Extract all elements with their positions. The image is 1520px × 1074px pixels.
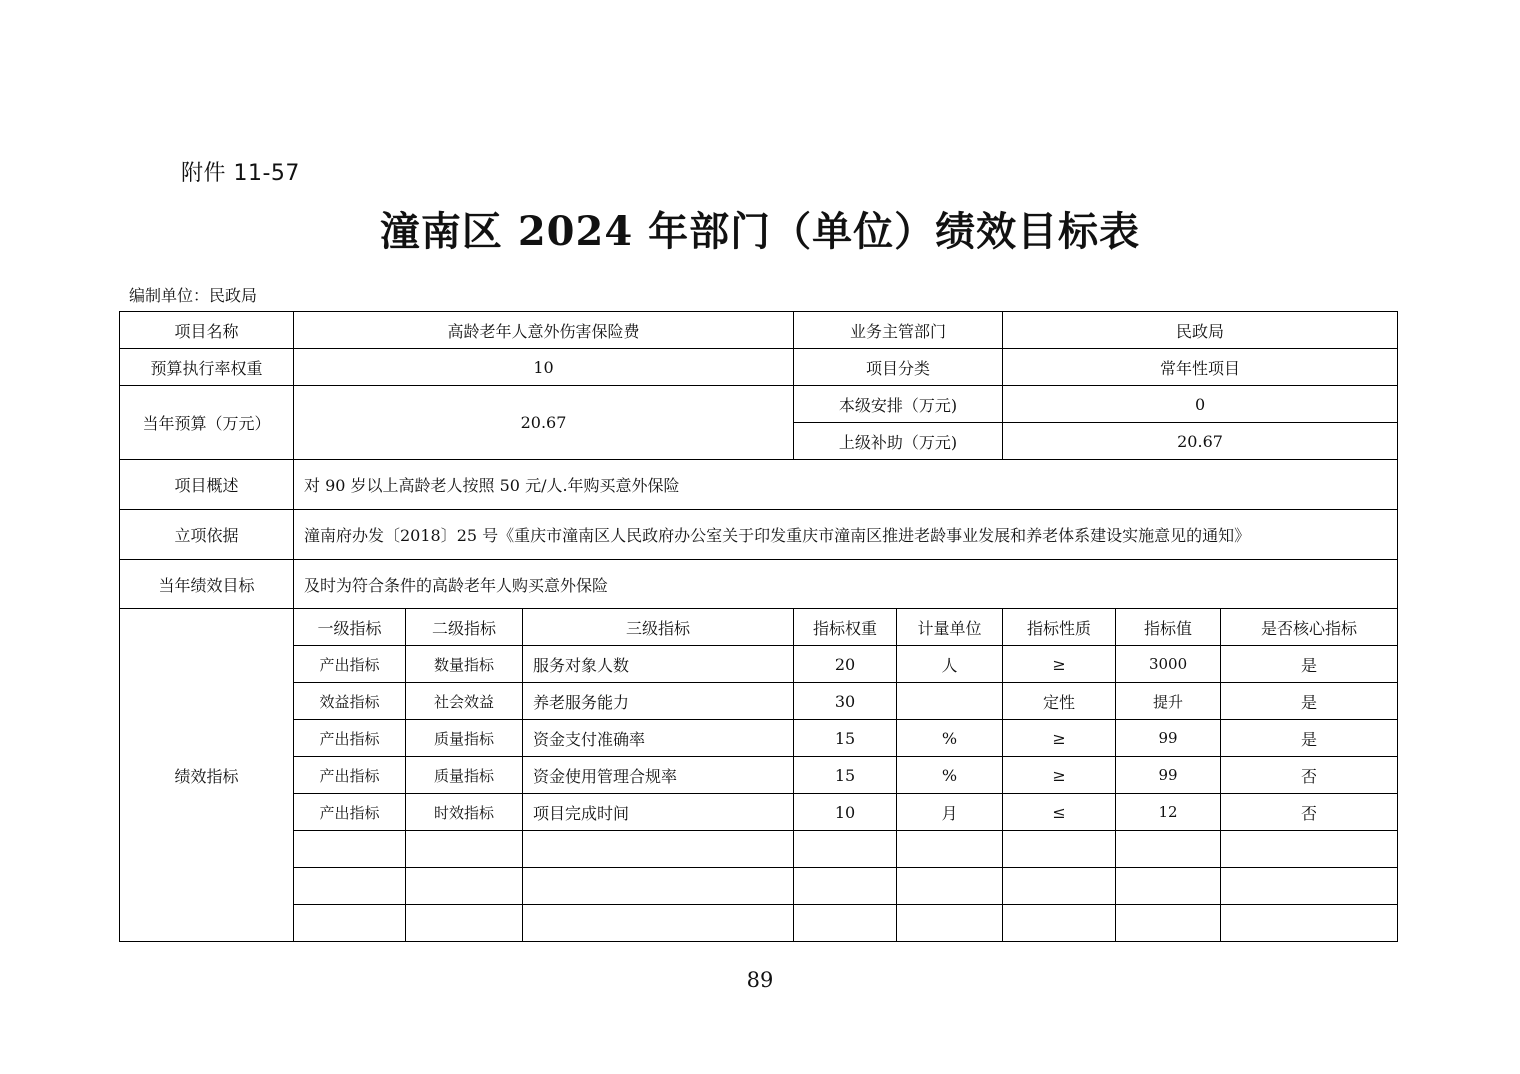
indicator-header: 三级指标 (523, 609, 794, 646)
indicator-cell: 3000 (1116, 646, 1221, 683)
label-project-name: 项目名称 (120, 312, 294, 349)
label-local: 本级安排（万元) (794, 386, 1003, 423)
indicator-cell: 是 (1221, 646, 1398, 683)
indicator-cell: 是 (1221, 720, 1398, 757)
indicator-row (120, 905, 1398, 942)
indicator-header: 指标权重 (794, 609, 897, 646)
indicator-row (120, 794, 1398, 831)
indicator-cell (294, 831, 406, 868)
indicator-cell (897, 831, 1003, 868)
indicator-cell: 产出指标 (294, 794, 406, 831)
indicator-cell: % (897, 720, 1003, 757)
indicator-cell (1221, 905, 1398, 942)
value-weight: 10 (294, 349, 794, 386)
page-number: 89 (746, 968, 774, 992)
indicator-cell (1116, 868, 1221, 905)
indicator-header: 是否核心指标 (1221, 609, 1398, 646)
indicator-row (120, 646, 1398, 683)
indicator-cell: ≥ (1003, 720, 1116, 757)
indicator-cell: 产出指标 (294, 720, 406, 757)
indicator-cell: 养老服务能力 (523, 683, 794, 720)
indicator-header: 一级指标 (294, 609, 406, 646)
label-upper: 上级补助（万元) (794, 423, 1003, 460)
indicator-row (120, 757, 1398, 794)
indicator-cell: 项目完成时间 (523, 794, 794, 831)
label-category: 项目分类 (794, 349, 1003, 386)
indicator-cell: 99 (1116, 757, 1221, 794)
indicator-cell: 产出指标 (294, 646, 406, 683)
indicator-cell (897, 868, 1003, 905)
value-goal: 及时为符合条件的高龄老年人购买意外保险 (294, 560, 1398, 609)
indicator-cell: ≤ (1003, 794, 1116, 831)
indicator-cell (406, 905, 523, 942)
indicator-cell: 15 (794, 757, 897, 794)
label-goal: 当年绩效目标 (120, 560, 294, 609)
attachment-label: 附件 11-57 (181, 161, 300, 186)
indicator-cell: 月 (897, 794, 1003, 831)
indicator-cell: 效益指标 (294, 683, 406, 720)
indicator-header: 指标值 (1116, 609, 1221, 646)
indicator-cell: 12 (1116, 794, 1221, 831)
indicator-cell: 数量指标 (406, 646, 523, 683)
indicator-cell: 否 (1221, 794, 1398, 831)
indicator-cell: 20 (794, 646, 897, 683)
indicator-cell: 10 (794, 794, 897, 831)
value-local: 0 (1003, 386, 1398, 423)
page-title: 潼南区 2024 年部门（单位）绩效目标表 (379, 208, 1141, 255)
indicator-header: 二级指标 (406, 609, 523, 646)
indicator-row (120, 683, 1398, 720)
indicator-cell (294, 905, 406, 942)
label-overview: 项目概述 (120, 460, 294, 510)
indicator-cell: 30 (794, 683, 897, 720)
value-basis: 潼南府办发〔2018〕25 号《重庆市潼南区人民政府办公室关于印发重庆市潼南区推进老龄事业发展和养老体系建设实施意见的通知》 (294, 510, 1398, 560)
indicator-cell (523, 905, 794, 942)
indicator-cell: 是 (1221, 683, 1398, 720)
indicator-cell (794, 905, 897, 942)
indicator-cell: 质量指标 (406, 757, 523, 794)
indicator-cell: ≥ (1003, 757, 1116, 794)
indicator-cell: 资金使用管理合规率 (523, 757, 794, 794)
indicator-cell (406, 831, 523, 868)
indicator-cell: 产出指标 (294, 757, 406, 794)
indicator-row (120, 831, 1398, 868)
label-basis: 立项依据 (120, 510, 294, 560)
performance-target-table (119, 311, 1398, 942)
indicator-cell: 否 (1221, 757, 1398, 794)
indicator-cell: 服务对象人数 (523, 646, 794, 683)
compiling-unit: 编制单位：民政局 (129, 286, 258, 305)
indicator-cell (1116, 831, 1221, 868)
value-project-name: 高龄老年人意外伤害保险费 (294, 312, 794, 349)
indicator-header: 计量单位 (897, 609, 1003, 646)
indicator-cell (294, 868, 406, 905)
label-supervisor: 业务主管部门 (794, 312, 1003, 349)
indicator-cell (1003, 831, 1116, 868)
indicator-cell: 提升 (1116, 683, 1221, 720)
indicator-cell (523, 868, 794, 905)
value-overview: 对 90 岁以上高龄老人按照 50 元/人.年购买意外保险 (294, 460, 1398, 510)
indicator-header: 指标性质 (1003, 609, 1116, 646)
value-budget: 20.67 (294, 386, 794, 460)
indicator-cell: 时效指标 (406, 794, 523, 831)
indicator-row (120, 720, 1398, 757)
indicator-cell (1003, 905, 1116, 942)
value-supervisor: 民政局 (1003, 312, 1398, 349)
indicator-cell (1221, 831, 1398, 868)
indicator-cell: 社会效益 (406, 683, 523, 720)
indicator-cell: 质量指标 (406, 720, 523, 757)
indicator-cell (897, 905, 1003, 942)
value-upper: 20.67 (1003, 423, 1398, 460)
indicator-cell (794, 868, 897, 905)
indicator-cell: ≥ (1003, 646, 1116, 683)
label-budget: 当年预算（万元） (120, 386, 294, 460)
indicator-cell (1221, 868, 1398, 905)
label-weight: 预算执行率权重 (120, 349, 294, 386)
indicator-row (120, 868, 1398, 905)
indicator-cell: 99 (1116, 720, 1221, 757)
indicator-cell: % (897, 757, 1003, 794)
indicator-cell: 定性 (1003, 683, 1116, 720)
indicator-cell (1116, 905, 1221, 942)
indicator-cell (523, 831, 794, 868)
indicator-cell (897, 683, 1003, 720)
indicator-cell: 资金支付准确率 (523, 720, 794, 757)
indicator-cell: 15 (794, 720, 897, 757)
indicator-cell (794, 831, 897, 868)
indicator-cell (1003, 868, 1116, 905)
indicator-cell: 人 (897, 646, 1003, 683)
value-category: 常年性项目 (1003, 349, 1398, 386)
label-indicators: 绩效指标 (120, 609, 294, 942)
indicator-cell (406, 868, 523, 905)
